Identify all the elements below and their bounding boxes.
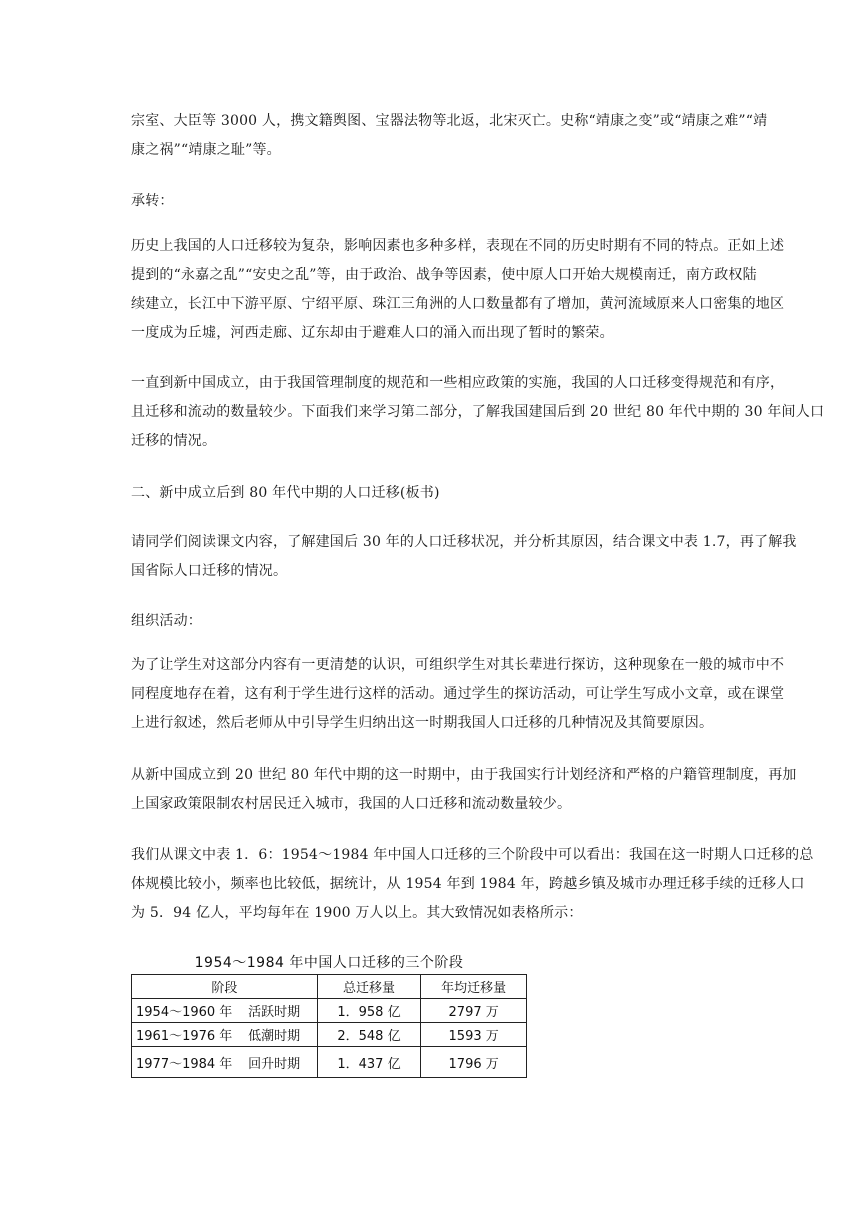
stage-name: 活跃时期 [248, 1005, 301, 1020]
paragraph-activity [131, 651, 785, 738]
text-line: 国省际人口迁移的情况。 [131, 563, 288, 579]
cell-total: 2．548 亿 [317, 1023, 421, 1047]
text-line: 从新中国成立到 20 世纪 80 年代中期的这一时期中，由于我国实行计划经济和严格的户籍管理制度，再加 [131, 767, 797, 783]
text-line: 我们从课文中表 1．6：1954～1984 年中国人口迁移的三个阶段中可以看出：我国在这一时期人口迁移的总 [131, 847, 814, 863]
paragraph-new-china [131, 369, 825, 456]
paragraph-statistics [131, 841, 814, 928]
cell-total: 1．958 亿 [317, 999, 421, 1023]
stage-name: 低潮时期 [248, 1029, 301, 1044]
paragraph-history-migration [131, 232, 785, 348]
cell-stage [132, 1023, 318, 1047]
table-row [132, 999, 527, 1023]
cell-stage [132, 1047, 318, 1078]
stage-name: 回升时期 [248, 1056, 301, 1072]
text-line: 且迁移和流动的数量较少。下面我们来学习第二部分，了解我国建国后到 20 世纪 80 年代中期的 30 年间人口 [131, 404, 825, 420]
table-header-row [132, 975, 527, 999]
text-line: 一直到新中国成立，由于我国管理制度的规范和一些相应政策的实施，我国的人口迁移变得规范和有序， [131, 375, 785, 391]
text-line: 续建立，长江中下游平原、宁绍平原、珠江三角洲的人口数量都有了增加，黄河流域原来人口密集的地区 [131, 296, 785, 312]
text-line: 同程度地存在着，这有利于学生进行这样的活动。通过学生的探访活动，可让学生写成小文章，或在课堂 [131, 686, 785, 702]
text-line: 组织活动： [131, 613, 202, 629]
text-line: 上进行叙述，然后老师从中引导学生归纳出这一时期我国人口迁移的几种情况及其简要原因。 [131, 715, 714, 731]
text-line: 请同学们阅读课文内容，了解建国后 30 年的人口迁移状况，并分析其原因，结合课文中表 1.7，再了解我 [131, 534, 797, 550]
cell-stage [132, 999, 318, 1023]
text-line: 上国家政策限制农村居民迁入城市，我国的人口迁移和流动数量较少。 [131, 796, 572, 812]
cell-annual: 2797 万 [421, 999, 527, 1023]
table-caption: 1954～1984 年中国人口迁移的三个阶段 [194, 955, 464, 971]
header-stage: 阶段 [132, 975, 318, 999]
table-row [132, 1047, 527, 1078]
text-line: 迁移的情况。 [131, 433, 217, 449]
migration-stages-table [131, 974, 527, 1078]
text-line: 康之祸”“靖康之耻”等。 [131, 142, 281, 158]
header-total: 总迁移量 [317, 975, 421, 999]
stage-years: 1954～1960 年 [136, 1005, 233, 1020]
paragraph-reading-task [131, 528, 797, 586]
section-heading [131, 479, 731, 508]
paragraph-jingkang [131, 107, 768, 165]
cell-total: 1．437 亿 [317, 1047, 421, 1078]
text-line: 一度成为丘墟，河西走廊、辽东却由于避难人口的涌入而出现了暂时的繁荣。 [131, 325, 614, 341]
header-annual: 年均迁移量 [421, 975, 527, 999]
migration-stages-table-figure [131, 952, 527, 1082]
text-line: 为 5．94 亿人，平均每年在 1900 万人以上。其大致情况如表格所示： [131, 905, 583, 921]
text-line: 二、新中成立后到 80 年代中期的人口迁移(板书) [131, 485, 440, 501]
text-line: 为了让学生对这部分内容有一更清楚的认识，可组织学生对其长辈进行探访，这种现象在一般的城市中不 [131, 657, 785, 673]
paragraph-transition [131, 187, 731, 216]
cell-annual: 1796 万 [421, 1047, 527, 1078]
text-line: 宗室、大臣等 3000 人，携文籍舆图、宝器法物等北返，北宋灭亡。史称“靖康之变”或“靖康之难”“靖 [131, 113, 768, 129]
text-line: 提到的“永嘉之乱”“安史之乱”等，由于政治、战争等因素，使中原人口开始大规模南迁，南方政权陆 [131, 267, 757, 283]
stage-years: 1961～1976 年 [136, 1029, 233, 1044]
stage-years: 1977～1984 年 [136, 1056, 233, 1072]
text-line: 历史上我国的人口迁移较为复杂，影响因素也多种多样，表现在不同的历史时期有不同的特点。正如上述 [131, 238, 785, 254]
table-row [132, 1023, 527, 1047]
paragraph-activity-label [131, 607, 731, 636]
cell-annual: 1593 万 [421, 1023, 527, 1047]
paragraph-planned-economy [131, 761, 797, 819]
text-line: 体规模比较小，频率也比较低，据统计，从 1954 年到 1984 年，跨越乡镇及城市办理迁移手续的迁移人口 [131, 876, 805, 892]
text-line: 承转： [131, 193, 174, 209]
